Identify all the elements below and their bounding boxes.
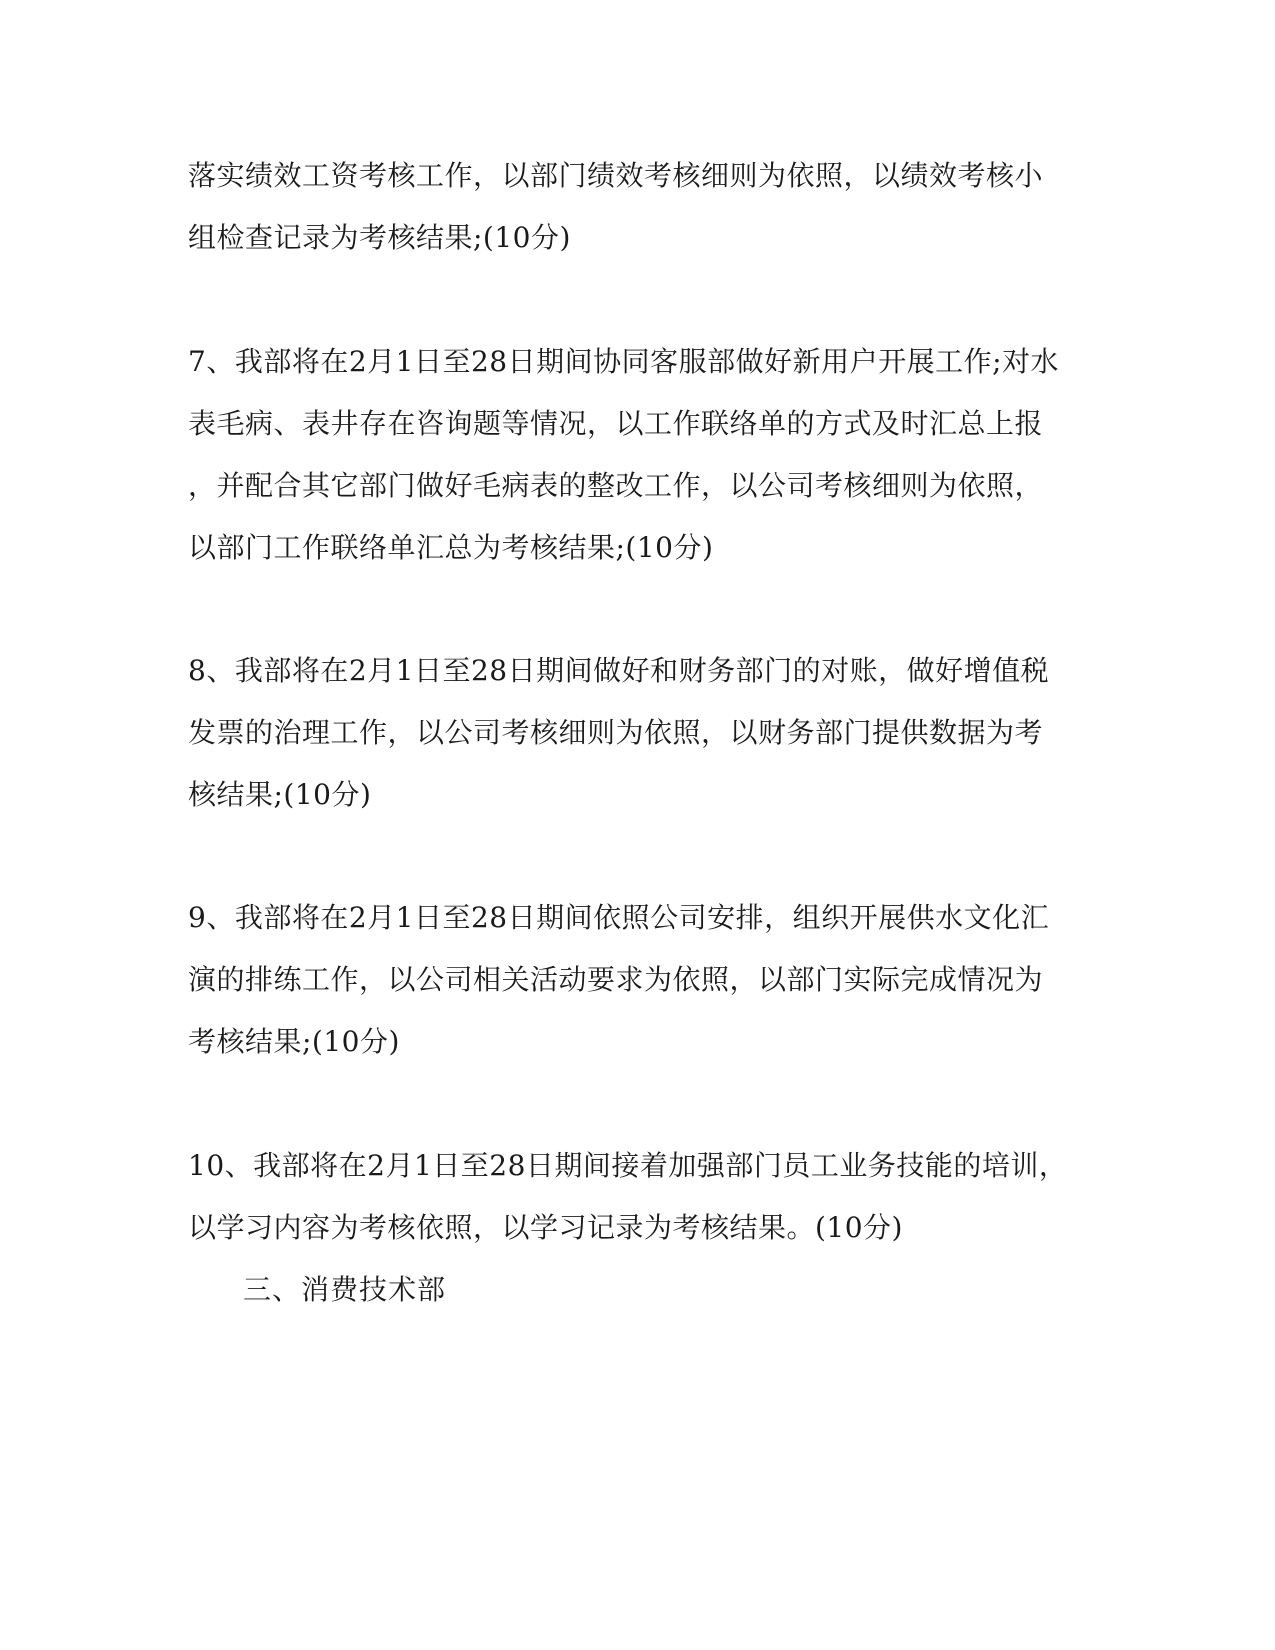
text-line: 组检查记录为考核结果;(10分) (188, 221, 571, 254)
paragraph-item-7 (188, 331, 1068, 579)
text-line: 以部门工作联络单汇总为考核结果;(10分) (188, 531, 714, 564)
paragraph-performance-pay (188, 145, 1068, 269)
paragraph-item-10 (188, 1135, 1068, 1259)
text-line: 落实绩效工资考核工作，以部门绩效考核细则为依照，以绩效考核小 (188, 159, 1044, 192)
text-line: 发票的治理工作，以公司考核细则为依照，以财务部门提供数据为考 (188, 716, 1044, 749)
text-line: 8、我部将在2月1日至28日期间做好和财务部门的对账，做好增值税 (188, 654, 1050, 687)
text-line: 10、我部将在2月1日至28日期间接着加强部门员工业务技能的培训， (188, 1149, 1068, 1182)
text-line: 表毛病、表井存在咨询题等情况，以工作联络单的方式及时汇总上报 (188, 407, 1044, 440)
text-line: 7、我部将在2月1日至28日期间协同客服部做好新用户开展工作;对水 (188, 345, 1060, 378)
paragraph-item-8 (188, 640, 1068, 826)
paragraph-item-9 (188, 887, 1068, 1073)
text-line: 核结果;(10分) (188, 778, 372, 811)
text-line: 9、我部将在2月1日至28日期间依照公司安排，组织开展供水文化汇 (188, 901, 1050, 934)
text-line: 以学习内容为考核依照，以学习记录为考核结果。(10分) (188, 1211, 903, 1244)
text-line: 演的排练工作，以公司相关活动要求为依照，以部门实际完成情况为 (188, 963, 1044, 996)
text-line: ，并配合其它部门做好毛病表的整改工作，以公司考核细则为依照， (188, 469, 1044, 502)
text-line: 考核结果;(10分) (188, 1025, 400, 1058)
section-heading: 三、消费技术部 (243, 1273, 447, 1306)
